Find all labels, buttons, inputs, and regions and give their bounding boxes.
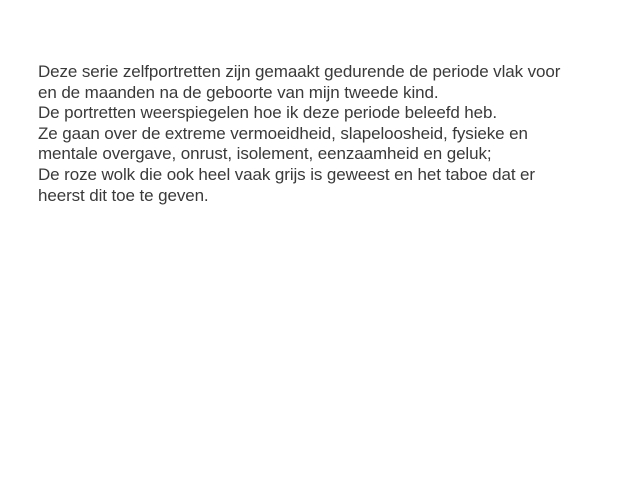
statement-text (38, 62, 618, 206)
text-line-2: en de maanden na de geboorte van mijn tweede kind. (38, 82, 439, 102)
text-line-4: Ze gaan over de extreme vermoeidheid, slapeloosheid, fysieke en (38, 123, 528, 143)
text-line-3: De portretten weerspiegelen hoe ik deze periode beleefd heb. (38, 103, 497, 123)
text-line-5: mentale overgave, onrust, isolement, eenzaamheid en geluk; (38, 144, 492, 164)
text-line-6: De roze wolk die ook heel vaak grijs is geweest en het taboe dat er (38, 164, 535, 184)
text-line-7: heerst dit toe te geven. (38, 185, 209, 205)
text-line-1: Deze serie zelfportretten zijn gemaakt gedurende de periode vlak voor (38, 62, 561, 81)
